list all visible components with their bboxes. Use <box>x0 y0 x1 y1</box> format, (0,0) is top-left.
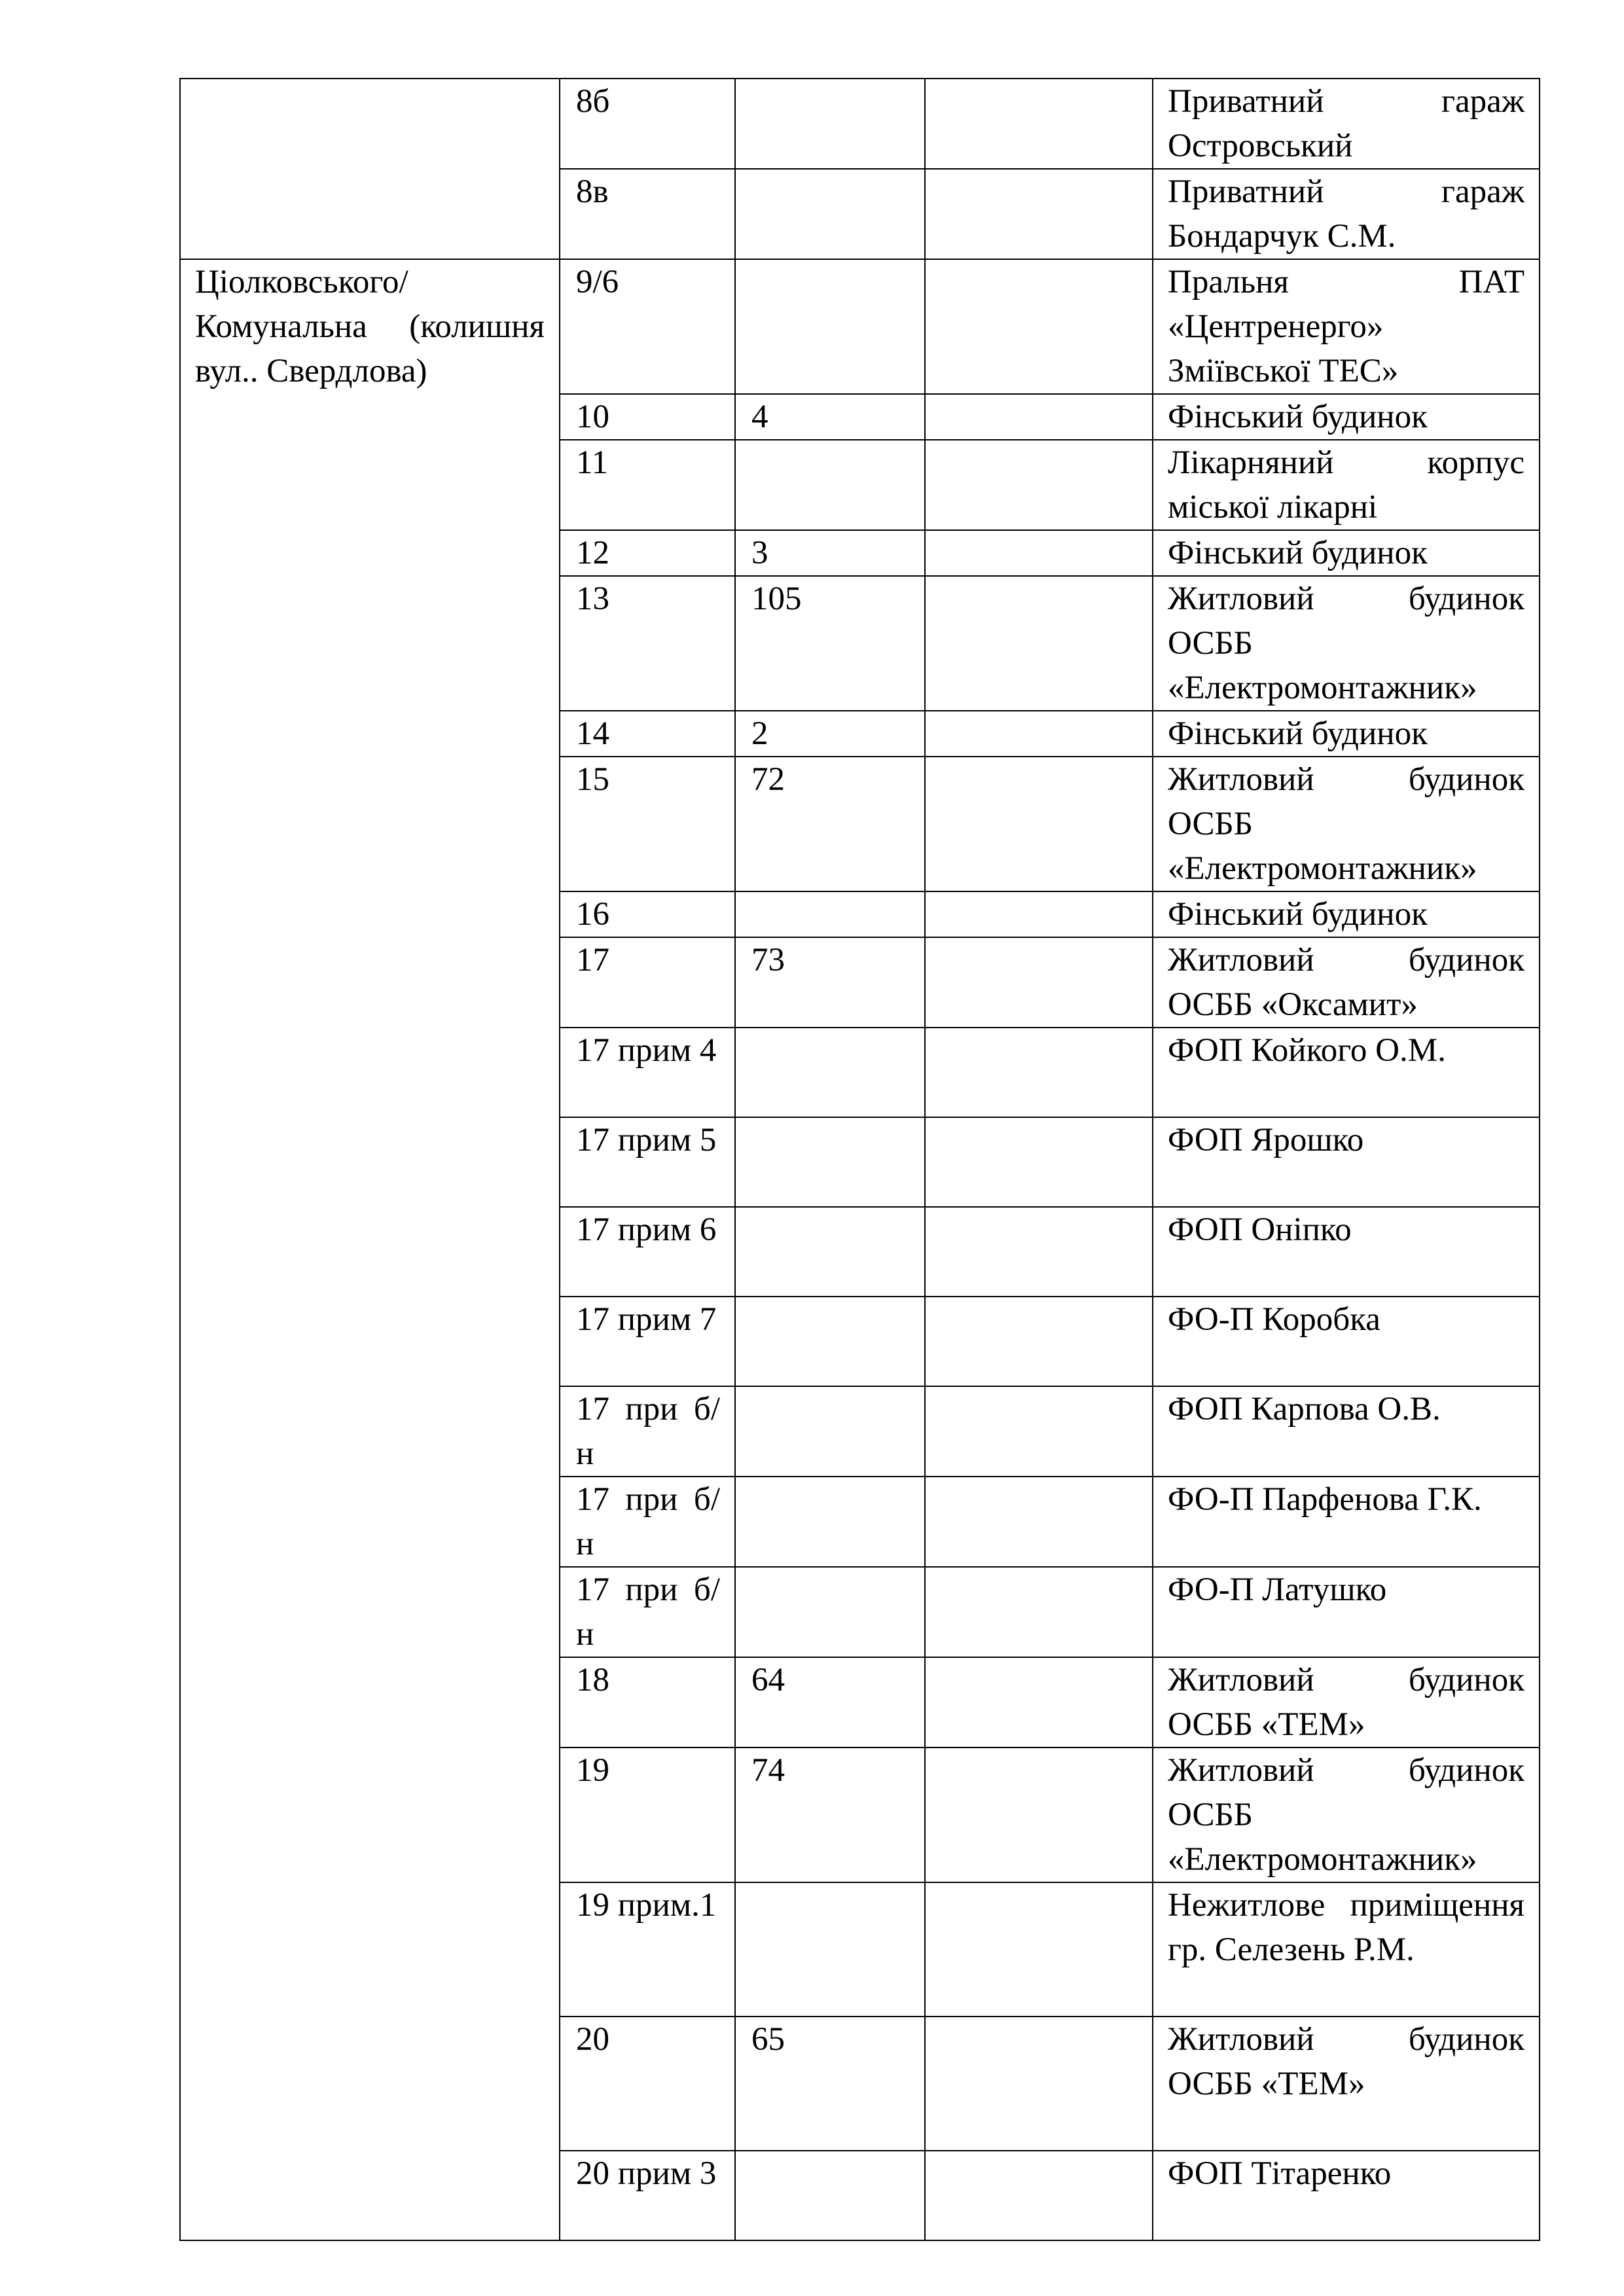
street-name-cell-empty <box>180 79 560 259</box>
extra-cell <box>925 530 1153 576</box>
table-body <box>180 79 1540 2240</box>
flats-count-cell: 2 <box>735 711 925 757</box>
house-number-cell: 8б <box>560 79 735 169</box>
extra-cell <box>925 169 1153 259</box>
house-number-cell: 20 <box>560 2017 735 2151</box>
description-cell: ФО-П Парфенова Г.К. <box>1153 1477 1540 1567</box>
description-cell: Фінський будинок <box>1153 711 1540 757</box>
extra-cell <box>925 711 1153 757</box>
house-number-cell: 17 при б/н <box>560 1567 735 1657</box>
extra-cell <box>925 1748 1153 1882</box>
house-number-cell: 16 <box>560 891 735 937</box>
extra-cell <box>925 1117 1153 1207</box>
extra-cell <box>925 1028 1153 1117</box>
house-number-cell: 17 прим 6 <box>560 1207 735 1297</box>
house-number-cell: 14 <box>560 711 735 757</box>
flats-count-cell <box>735 1882 925 2017</box>
extra-cell <box>925 259 1153 394</box>
house-number-cell: 17 прим 7 <box>560 1297 735 1386</box>
extra-cell <box>925 576 1153 711</box>
description-cell: Житловий будинок ОСББ «Електромонтажник» <box>1153 1748 1540 1882</box>
house-number-cell: 17 прим 4 <box>560 1028 735 1117</box>
flats-count-cell <box>735 1297 925 1386</box>
extra-cell <box>925 1477 1153 1567</box>
flats-count-cell <box>735 1477 925 1567</box>
flats-count-cell: 64 <box>735 1657 925 1748</box>
description-cell: ФО-П Латушко <box>1153 1567 1540 1657</box>
description-cell: Житловий будинок ОСББ «Оксамит» <box>1153 937 1540 1028</box>
house-number-cell: 10 <box>560 394 735 440</box>
description-cell: Нежитлове приміщення гр. Селезень Р.М. <box>1153 1882 1540 2017</box>
house-number-cell: 17 <box>560 937 735 1028</box>
house-number-cell: 8в <box>560 169 735 259</box>
flats-count-cell: 4 <box>735 394 925 440</box>
description-cell: Лікарняний корпус міської лікарні <box>1153 440 1540 530</box>
extra-cell <box>925 1297 1153 1386</box>
house-number-cell: 17 при б/н <box>560 1386 735 1477</box>
flats-count-cell <box>735 891 925 937</box>
flats-count-cell <box>735 1207 925 1297</box>
extra-cell <box>925 440 1153 530</box>
flats-count-cell <box>735 1386 925 1477</box>
house-number-cell: 12 <box>560 530 735 576</box>
flats-count-cell: 73 <box>735 937 925 1028</box>
description-cell: Житловий будинок ОСББ «Електромонтажник» <box>1153 757 1540 891</box>
flats-count-cell <box>735 169 925 259</box>
extra-cell <box>925 1882 1153 2017</box>
extra-cell <box>925 1207 1153 1297</box>
extra-cell <box>925 394 1153 440</box>
extra-cell <box>925 937 1153 1028</box>
description-cell: Житловий будинок ОСББ «ТЕМ» <box>1153 1657 1540 1748</box>
description-cell: Житловий будинок ОСББ «Електромонтажник» <box>1153 576 1540 711</box>
house-number-cell: 19 прим.1 <box>560 1882 735 2017</box>
extra-cell <box>925 1567 1153 1657</box>
house-number-cell: 13 <box>560 576 735 711</box>
description-cell: ФОП Койкого О.М. <box>1153 1028 1540 1117</box>
description-cell: Фінський будинок <box>1153 891 1540 937</box>
extra-cell <box>925 2017 1153 2151</box>
extra-cell <box>925 1386 1153 1477</box>
description-cell: Пральня ПАТ «Центренерго» Зміївської ТЕС» <box>1153 259 1540 394</box>
flats-count-cell: 74 <box>735 1748 925 1882</box>
flats-count-cell <box>735 1028 925 1117</box>
house-number-cell: 18 <box>560 1657 735 1748</box>
table-row <box>180 259 1540 394</box>
house-number-cell: 17 прим 5 <box>560 1117 735 1207</box>
house-number-cell: 20 прим 3 <box>560 2151 735 2240</box>
description-cell: ФОП Карпова О.В. <box>1153 1386 1540 1477</box>
flats-count-cell <box>735 1117 925 1207</box>
description-cell: ФО-П Коробка <box>1153 1297 1540 1386</box>
flats-count-cell <box>735 1567 925 1657</box>
flats-count-cell <box>735 440 925 530</box>
extra-cell <box>925 1657 1153 1748</box>
house-number-cell: 9/6 <box>560 259 735 394</box>
house-number-cell: 17 при б/н <box>560 1477 735 1567</box>
flats-count-cell <box>735 79 925 169</box>
extra-cell <box>925 2151 1153 2240</box>
street-name-cell: Ціолковського/Комунальна (колишня вул.. Свердлова) <box>180 259 560 2240</box>
address-table <box>179 78 1540 2241</box>
house-number-cell: 11 <box>560 440 735 530</box>
flats-count-cell <box>735 259 925 394</box>
description-cell: Житловий будинок ОСББ «ТЕМ» <box>1153 2017 1540 2151</box>
extra-cell <box>925 79 1153 169</box>
description-cell: Фінський будинок <box>1153 530 1540 576</box>
extra-cell <box>925 891 1153 937</box>
house-number-cell: 19 <box>560 1748 735 1882</box>
flats-count-cell: 3 <box>735 530 925 576</box>
description-cell: ФОП Ярошко <box>1153 1117 1540 1207</box>
description-cell: ФОП Оніпко <box>1153 1207 1540 1297</box>
description-cell: Приватний гараж Бондарчук С.М. <box>1153 169 1540 259</box>
flats-count-cell: 65 <box>735 2017 925 2151</box>
description-cell: Фінський будинок <box>1153 394 1540 440</box>
description-cell: ФОП Тітаренко <box>1153 2151 1540 2240</box>
flats-count-cell: 105 <box>735 576 925 711</box>
flats-count-cell <box>735 2151 925 2240</box>
extra-cell <box>925 757 1153 891</box>
description-cell: Приватний гараж Островський <box>1153 79 1540 169</box>
table-row <box>180 79 1540 169</box>
house-number-cell: 15 <box>560 757 735 891</box>
flats-count-cell: 72 <box>735 757 925 891</box>
